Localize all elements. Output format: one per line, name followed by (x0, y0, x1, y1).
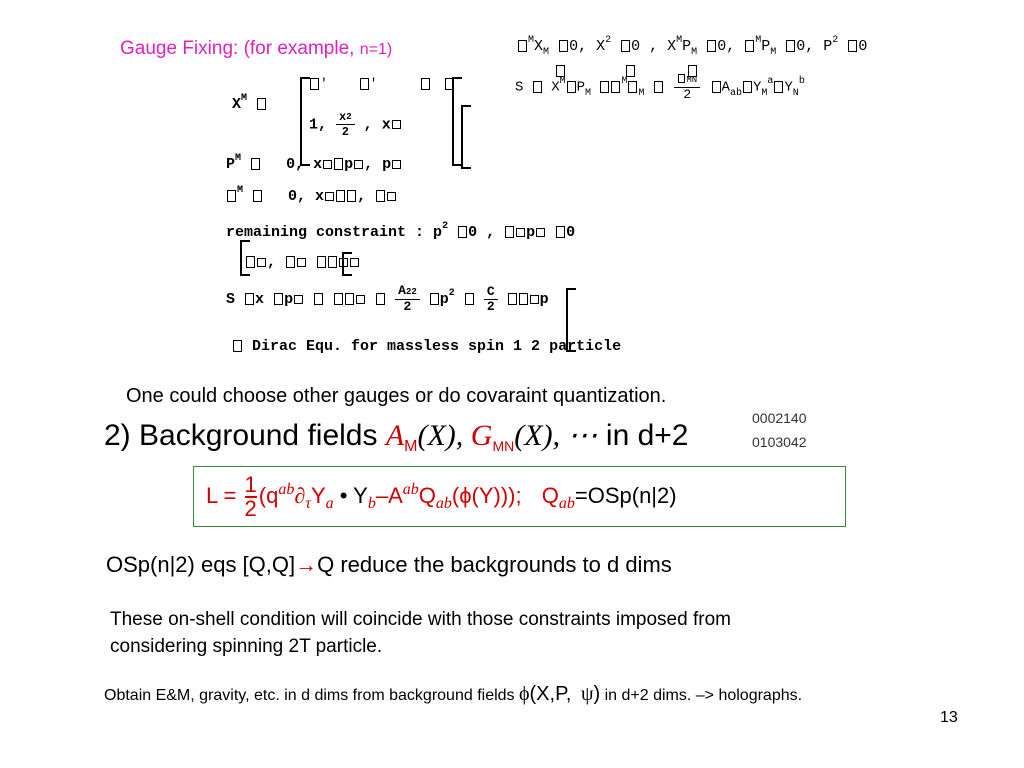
pm-row: $P^M$ 0, x p , p (226, 156, 402, 173)
onshell-line-1: These on-shell condition will coincide with those constraints imposed from (110, 609, 731, 630)
onshell-line-2: considering spinning 2T particle. (110, 636, 383, 657)
ref-1: 0002140 (752, 410, 807, 426)
gauges-line: One could choose other gauges or do covaraint quantization. (126, 385, 667, 407)
xm-upper-marks: ' ' (309, 76, 455, 91)
psi-pair: , (245, 254, 360, 271)
ref-2: 0103042 (752, 434, 807, 450)
dirac-line: Dirac Equ. for massless spin 1 2 particle (232, 338, 621, 355)
bg-fields-heading: 2) Background fields $A_M(X)$, $G_{MN}(X)$, ⋯ in d+2 (104, 419, 689, 455)
gauge-n-text: n=1) (359, 41, 393, 58)
s-action: S x p $\frac{A22}{2}$ $p^2$ $\frac{C}{2}$ p (226, 283, 549, 314)
xm-label: $X^M$ (232, 96, 267, 113)
gauge-fixing-title (120, 38, 392, 60)
gauge-title-text: Gauge Fixing: (for example, (120, 38, 360, 59)
bracket-right-2 (461, 105, 471, 169)
lagrangian: L = $\frac{1}{2}$ ($q^{ab}\partial_\tau Y_a$ • $Y_b-A^{ab}Q_{ab}(\phi(Y))$); $Q_{ab}=OSp(n|2)$ (206, 472, 677, 521)
psi-row: $^M$ 0, x , (226, 188, 397, 205)
remaining-constraint: remaining constraint : $p^2$ 0 , p 0 (226, 221, 576, 241)
xm-row: 1, $\frac{x^2}{2}$ , x (309, 110, 402, 139)
top-constraints: $^MX_M$ 0, $X^2$ 0 , $X^MP_M$ 0, $^MP_M$ 0, $P^2$ 0 (517, 38, 867, 55)
top-action: S $X^M$ $P_M$ $^M_M$ $\frac{MN}{2}$ $A_{ab}$ $Y_M^a$ $Y_N^b$ (515, 72, 805, 102)
page-number: 13 (940, 709, 958, 726)
obtain-line: Obtain E&M, gravity, etc. in d dims from background fields ϕ(X,P, ψ) in d+2 dims. –> holographs. (104, 683, 803, 705)
osp-line: OSp(n|2) eqs [Q,Q]→Q reduce the backgrounds to d dims (106, 552, 672, 577)
